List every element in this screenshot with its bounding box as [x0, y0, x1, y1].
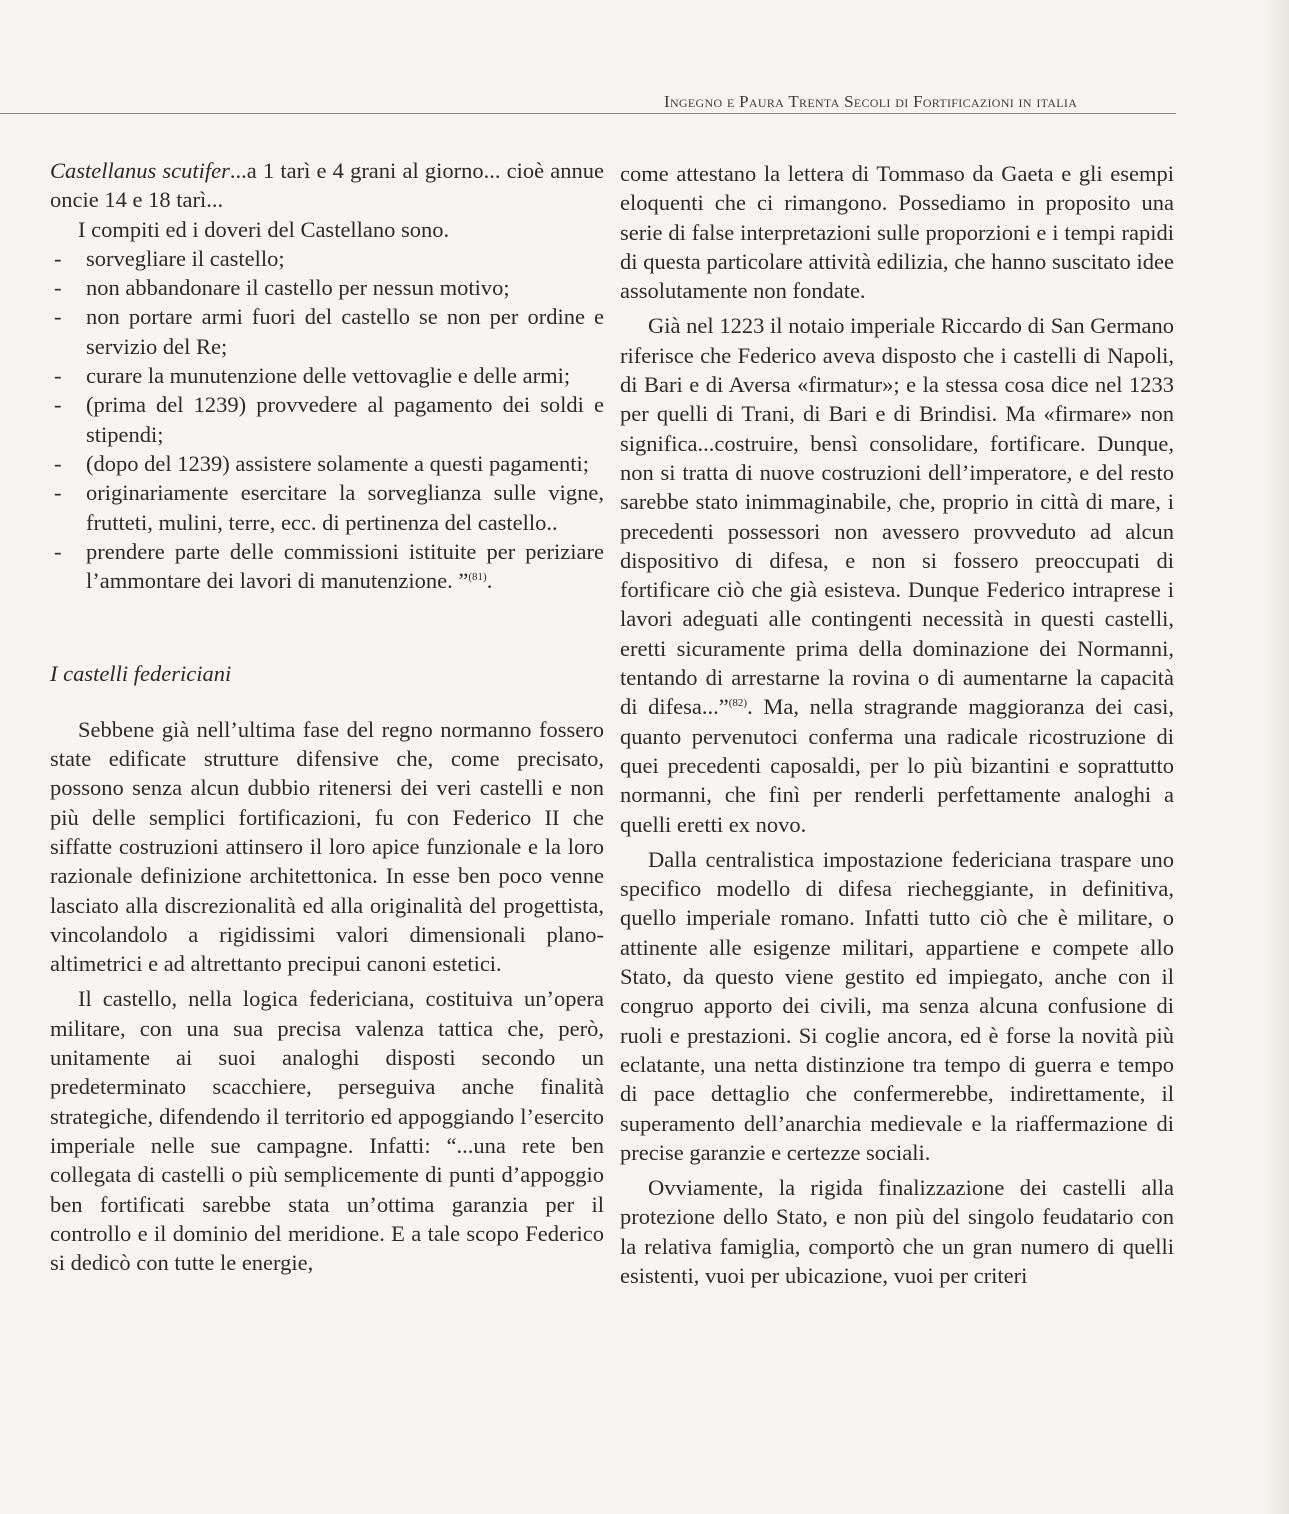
header-rule: [0, 113, 1176, 114]
list-item-end: .: [486, 568, 493, 594]
running-header: Ingegno e Paura Trenta Secoli di Fortificazioni in italia: [664, 92, 1078, 111]
right-column: [620, 159, 1174, 1290]
body-paragraph: Sebbene già nell’ultima fase del regno normanno fossero state edificate strutture difensive che, come precisato, possono senza alcun dubbio ritenersi dei veri castelli e non più delle semplici fortificazioni, fu con Federico II che siffatte costruzioni attinsero il loro apice funzionale e la loro razionale definizione architettonica. In esse ben poco venne lasciato alla discrezionalità ed alla originalità del progettista, vincolandolo a rigidissimi valori dimensionali plano-altimetrici e ad altrettanto precipui canoni estetici.: [50, 716, 604, 977]
list-item: - curare la munutenzione delle vettovaglie e delle armi;: [50, 361, 604, 390]
section-title: I castelli federiciani: [50, 661, 232, 687]
list-item: - (prima del 1239) provvedere al pagamento dei soldi e stipendi;: [50, 390, 604, 449]
list-item: - non portare armi fuori del castello se non per ordine e servizio del Re;: [50, 302, 604, 361]
body-paragraph: Il castello, nella logica federiciana, costituiva un’opera militare, con una sua precisa valenza tattica che, però, unitamente ai suoi analoghi disposti secondo un predeterminato scacchiere, perseguiva anche finalità strategiche, difendendo il territorio ed appoggiando l’esercito imperiale nelle sue campagne. Infatti: “...una rete ben collegata di castelli o più semplicemente di punti d’appoggio ben fortificati sarebbe stata un’ottima garanzia per il controllo e il dominio del meridione. E a tale scopo Federico si dedicò con tutte le energie,: [50, 986, 604, 1276]
duties-heading: I compiti ed i doveri del Castellano sono.: [78, 216, 450, 242]
list-item: - originariamente esercitare la sorveglianza sulle vigne, frutteti, mulini, terre, ecc. di pertinenza del castello..: [50, 478, 604, 537]
body-paragraph: Dalla centralistica impostazione federiciana traspare uno specifico modello di difesa riecheggiante, in definitiva, quello imperiale romano. Infatti tutto ciò che è militare, o attinente alle esigenze militari, appartiene e compete allo Stato, da questo viene gestito ed impiegato, anche con il congruo apporto dei civili, ma senza alcuna confusione di ruoli e prestazioni. Si coglie ancora, ed è forse la novità più eclatante, una netta distinzione tra tempo di guerra e tempo di pace dettaglio che confermerebbe, indirettamente, il superamento dell’anarchia medievale e la riaffermazione di precise garanzie e certezze sociali.: [620, 846, 1174, 1165]
quote-text: Già nel 1223 il notaio imperiale Riccardo di San Germano riferisce che Federico aveva disposto che i castelli di Napoli, di Bari e di Aversa «firmatur»; e la stessa cosa dice nel 1233 per quelli di Trani, di Bari e di Brindisi. Ma «firmare» non significa...costruire, bensì consolidare, fortificare. Dunque, non si tratta di nuove costruzioni dell’imperatore, e del resto sarebbe stato inimmaginabile, che, proprio in città di mare, i precedenti possessori non avessero provveduto ad alcun dispositivo di difesa, e non si fossero preoccupati di fortificare ciò che già esisteva. Dunque Federico intraprese i lavori adeguati alle contingenti necessità in questi castelli, eretti sicuramente prima della dominazione dei Normanni, tentando di arrestarne la rovina o di aumentarne la capacità di difesa...”: [620, 313, 1174, 720]
list-item: - sorvegliare il castello;: [50, 244, 604, 273]
intro-italic: Castellanus scutifer: [50, 158, 230, 183]
intro-text: ...a 1 tarì e 4 grani al giorno... cioè annue oncie 14 e 18 tarì...: [50, 158, 604, 213]
page-edge-shadow: [1263, 0, 1289, 1514]
footnote-ref-81: (81): [468, 571, 487, 584]
footnote-ref-82: (82): [728, 697, 748, 710]
body-paragraph: come attestano la lettera di Tommaso da Gaeta e gli esempi eloquenti che ci rimangono. Possediamo in proposito una serie di false interpretazioni sulle proporzioni e i tempi rapidi di questa particolare attività edilizia, che hanno suscitato idee assolutamente non fondate.: [620, 161, 1174, 304]
list-item: - non abbandonare il castello per nessun motivo;: [50, 273, 604, 302]
body-paragraph-quote: [620, 311, 1174, 838]
intro-paragraph: [50, 156, 604, 215]
list-item-last: [50, 537, 604, 596]
list-item: - (dopo del 1239) assistere solamente a questi pagamenti;: [50, 449, 604, 478]
duties-list: [50, 244, 604, 596]
left-column: [50, 156, 604, 1277]
list-item-text: prendere parte delle commissioni istituite per periziare l’ammontare dei lavori di manutenzione. ”: [86, 538, 604, 594]
quote-continuation: . Ma, nella stragrande maggioranza dei casi, quanto pervenutoci conferma una radicale ricostruzione di quei precedenti caposaldi, per lo più bizantini e soprattutto normanni, che finì per renderli perfettamente analoghi a quelli eretti ex novo.: [620, 694, 1174, 837]
body-paragraph: Ovviamente, la rigida finalizzazione dei castelli alla protezione dello Stato, e non più del singolo feudatario con la relativa famiglia, comportò che un gran numero di quelli esistenti, vuoi per ubicazione, vuoi per criteri: [620, 1175, 1174, 1288]
